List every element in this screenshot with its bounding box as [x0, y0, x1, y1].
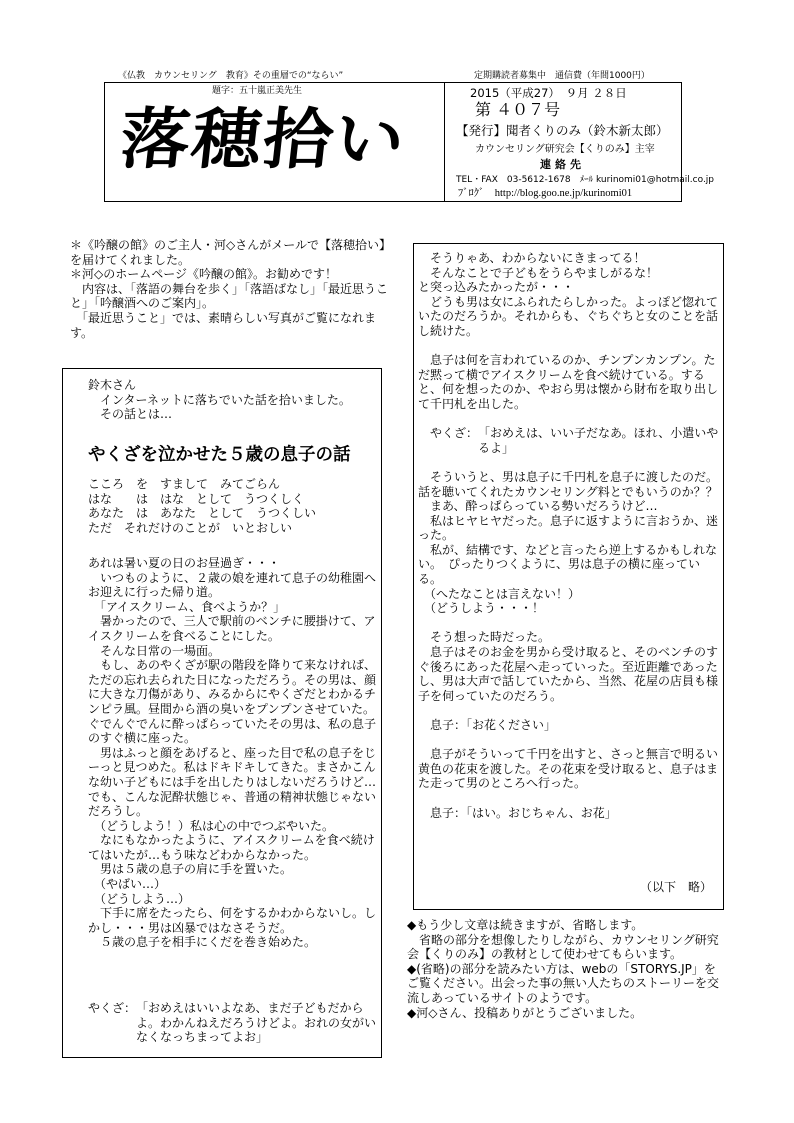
- story-paragraph: 息子はそのお金を男から受け取ると、そのベンチのすぐ後ろにあった花屋へ走っていった。至近距離であったし、男は大声で話していたから、当然、花屋の店員も様子を伺っていたのだろう。: [418, 645, 719, 703]
- issue-number: 第 ４０７号: [475, 100, 561, 119]
- poem-line: こころ を すまして みてごらん: [88, 477, 281, 491]
- newsletter-title: 落穂拾い: [116, 100, 411, 178]
- closing-line: ◆(省略)の部分を読みたい方は、webの「STORYS.JP」をご覧ください。出会った事の無い人たちのストーリーを交流しあっているサイトのようです。: [407, 961, 720, 1005]
- publisher: 【発行】聞者くりのみ（鈴木新太郎）: [456, 123, 669, 138]
- story-line: そうりゃあ、わからないにきまってる！: [418, 251, 646, 265]
- yakuza-quote: [418, 426, 720, 455]
- intro-text: その話とは…: [100, 407, 173, 422]
- story-paragraph: あれは暑い夏の日のお昼過ぎ・・・: [88, 556, 281, 570]
- tel-fax: TEL・FAX 03-5612-1678 ﾒｰﾙ kurinomi01@hotmail.co.jp: [456, 175, 715, 185]
- greeting: 鈴木さん: [88, 378, 137, 392]
- quote-text: 「おめえは、いい子だなあ。ほれ、小遣いやるよ」: [478, 426, 719, 455]
- poem-line: はな は はな として うつくしく: [88, 491, 305, 506]
- poem-line: あなた は あなた として うつくしい: [88, 506, 317, 521]
- issue-date: 2015（平成27） ９月 ２８日: [470, 86, 627, 100]
- note-line: 「最近思うこと」では、素晴らしい写真がご覧になれます。: [70, 310, 377, 340]
- story-paragraph: まあ、酔っぱらっている勢いだろうけど…: [418, 499, 658, 514]
- society-name: カウンセリング研究会【くりのみ】主宰: [475, 144, 655, 155]
- calligraphy-credit: 題字：五十嵐正美先生: [212, 86, 303, 96]
- subscription-notice: 定期購読者募集中 通信費（年間1000円）: [474, 71, 650, 81]
- son-quote: 息子：「はい。おじちゃん、お花」: [418, 805, 617, 820]
- intro-line: [88, 393, 378, 408]
- story-paragraph: なにもなかったように、アイスクリームを食べ続けてはいたが…もう味などわからなかった。: [88, 833, 375, 862]
- story-line: と突っ込みたかったが・・・: [418, 280, 575, 295]
- story-paragraph: 男は５歳の息子の肩に手を置いた。: [88, 862, 293, 877]
- story-paragraph: 下手に席をたったら、何をするかわからないし。しかし・・・男は凶暴ではなさそうだ。: [88, 906, 377, 935]
- yakuza-quote: [88, 1001, 378, 1045]
- continuation-text: [418, 251, 720, 820]
- story-paragraph: そういうと、男は息子に千円札を息子に渡したのだ。話を聴いてくれたカウンセリング料とでもいうのか？？: [418, 469, 719, 499]
- story-intro: [78, 378, 378, 422]
- closing-line: ◆河◇さん、投稿ありがとうございました。: [407, 1005, 643, 1020]
- note-line: ＊《吟醸の館》のご主人・河◇さんがメールで【落穂拾い】を届けてくれました。: [70, 238, 385, 267]
- intro-text: インターネットに落ちでいた話を拾いました。: [100, 392, 351, 407]
- blog-link[interactable]: ﾌﾞﾛｸﾞ http://blog.goo.ne.jp/kurinomi01: [458, 188, 633, 199]
- note-line: ＊河◇のホームページ《吟醸の館》。お勧めです！: [70, 267, 337, 282]
- story-paragraph: 私が、結構です、などと言ったら逆上するかもしれない。 ぴったりつくように、男は息子の横に座っている。: [418, 542, 718, 587]
- story-paragraph: いつものように、２歳の娘を連れて息子の幼稚園へお迎えに行った帰り道。: [88, 570, 377, 600]
- story-paragraph: （どうしよう・・・！: [418, 601, 545, 616]
- intro-line: [88, 407, 378, 422]
- note-line: 内容は、「落語の舞台を歩く」「落語ばなし」「最近思うこと」「吟醸酒へのご案内」。: [70, 281, 389, 311]
- story-paragraph: 暑かったので、三人で駅前のベンチに腰掛けて、アイスクリームを食べることにした。: [88, 614, 376, 643]
- story-paragraph: （どうしよう！）私は心の中でつぶやいた。: [88, 818, 335, 833]
- story-paragraph: （どうしよう…）: [88, 891, 191, 906]
- story-title: やくざを泣かせた５歳の息子の話: [88, 445, 351, 465]
- closing-line: ◆もう少し文章は続きますが、省略します。: [407, 918, 644, 932]
- story-paragraph: そんな日常の一場面。: [88, 643, 221, 658]
- story-paragraph: 「アイスクリーム、食べようか？」: [88, 599, 286, 614]
- quote-text: 「おめえはいいよなあ、まだ子どもだからよ。わかんねえだろうけどよ。おれの女がいなくなっちまってよお」: [136, 1001, 377, 1045]
- closing-line: 省略の部分を想像したりしながら、カウンセリング研究会【くりのみ】の教材として使わせてもらいます。: [407, 932, 719, 962]
- speaker-label: やくざ：: [430, 426, 479, 441]
- header-tagline: 《仏教 カウンセリング 教育》その重層での“ならい”: [118, 71, 344, 81]
- story-paragraph: （へたなことは言えない！）: [418, 586, 581, 601]
- story-paragraph: もし、あのやくざが駅の階段を降りて来なければ、ただの忘れ去られた日になっただろう。その男は、顔に大きな刀傷があり、みるからにやくざだとわかるチンピラ風。昼間から酒の臭いをプンプンさせていた。ぐでんぐでんに酔っぱらっていたその男は、私の息子のすぐ横に座った。: [88, 658, 377, 746]
- story-paragraph: そう想った時だった。: [418, 630, 551, 645]
- poem-line: ただ それだけのことが いとおしい: [88, 520, 293, 535]
- poem: [88, 477, 316, 535]
- story-paragraph: 男はふっと顔をあげると、座った目で私の息子をじーっと見つめた。私はドキドキしてきた。まさかこんな幼い子どもには手を出したりはしないだろうけど… でも、こんな泥酔状態じゃ、普通の精神状態じゃないだろうし。: [88, 745, 389, 819]
- closing-notes: [407, 918, 727, 1020]
- story-line: どうも男は女にふられたらしかった。よっぽど惚れていたのだろうか。それからも、ぐちぐちと女のことを話し続けた。: [418, 294, 719, 338]
- son-quote: 息子：「お花ください」: [418, 718, 557, 732]
- story-body: [88, 556, 389, 950]
- story-paragraph: 息子は何を言われているのか、チンプンカンプン。ただ黙って横でアイスクリームを食べ続けている。すると、何を想ったのか、やおら男は懐から財布を取り出して千円札を出した。: [418, 353, 719, 411]
- story-paragraph: ５歳の息子を相手にくだを巻き始めた。: [88, 935, 317, 950]
- speaker-label: やくざ：: [88, 1001, 137, 1015]
- story-paragraph: （やばい…）: [88, 877, 167, 892]
- contact-heading: 連絡先: [540, 158, 585, 171]
- story-paragraph: 息子がそういって千円を出すと、さっと無言で明るい黄色の花束を渡した。その花束を受け取ると、息子はまた走って男のところへ行った。: [418, 747, 719, 791]
- ending-note: （以下 略）: [639, 880, 712, 894]
- story-paragraph: 私はヒヤヒヤだった。息子に返すように言おうか、迷った。: [418, 513, 719, 543]
- story-line: そんなことで子どもをうらやましがるな！: [418, 265, 659, 280]
- intro-notes: [70, 238, 390, 340]
